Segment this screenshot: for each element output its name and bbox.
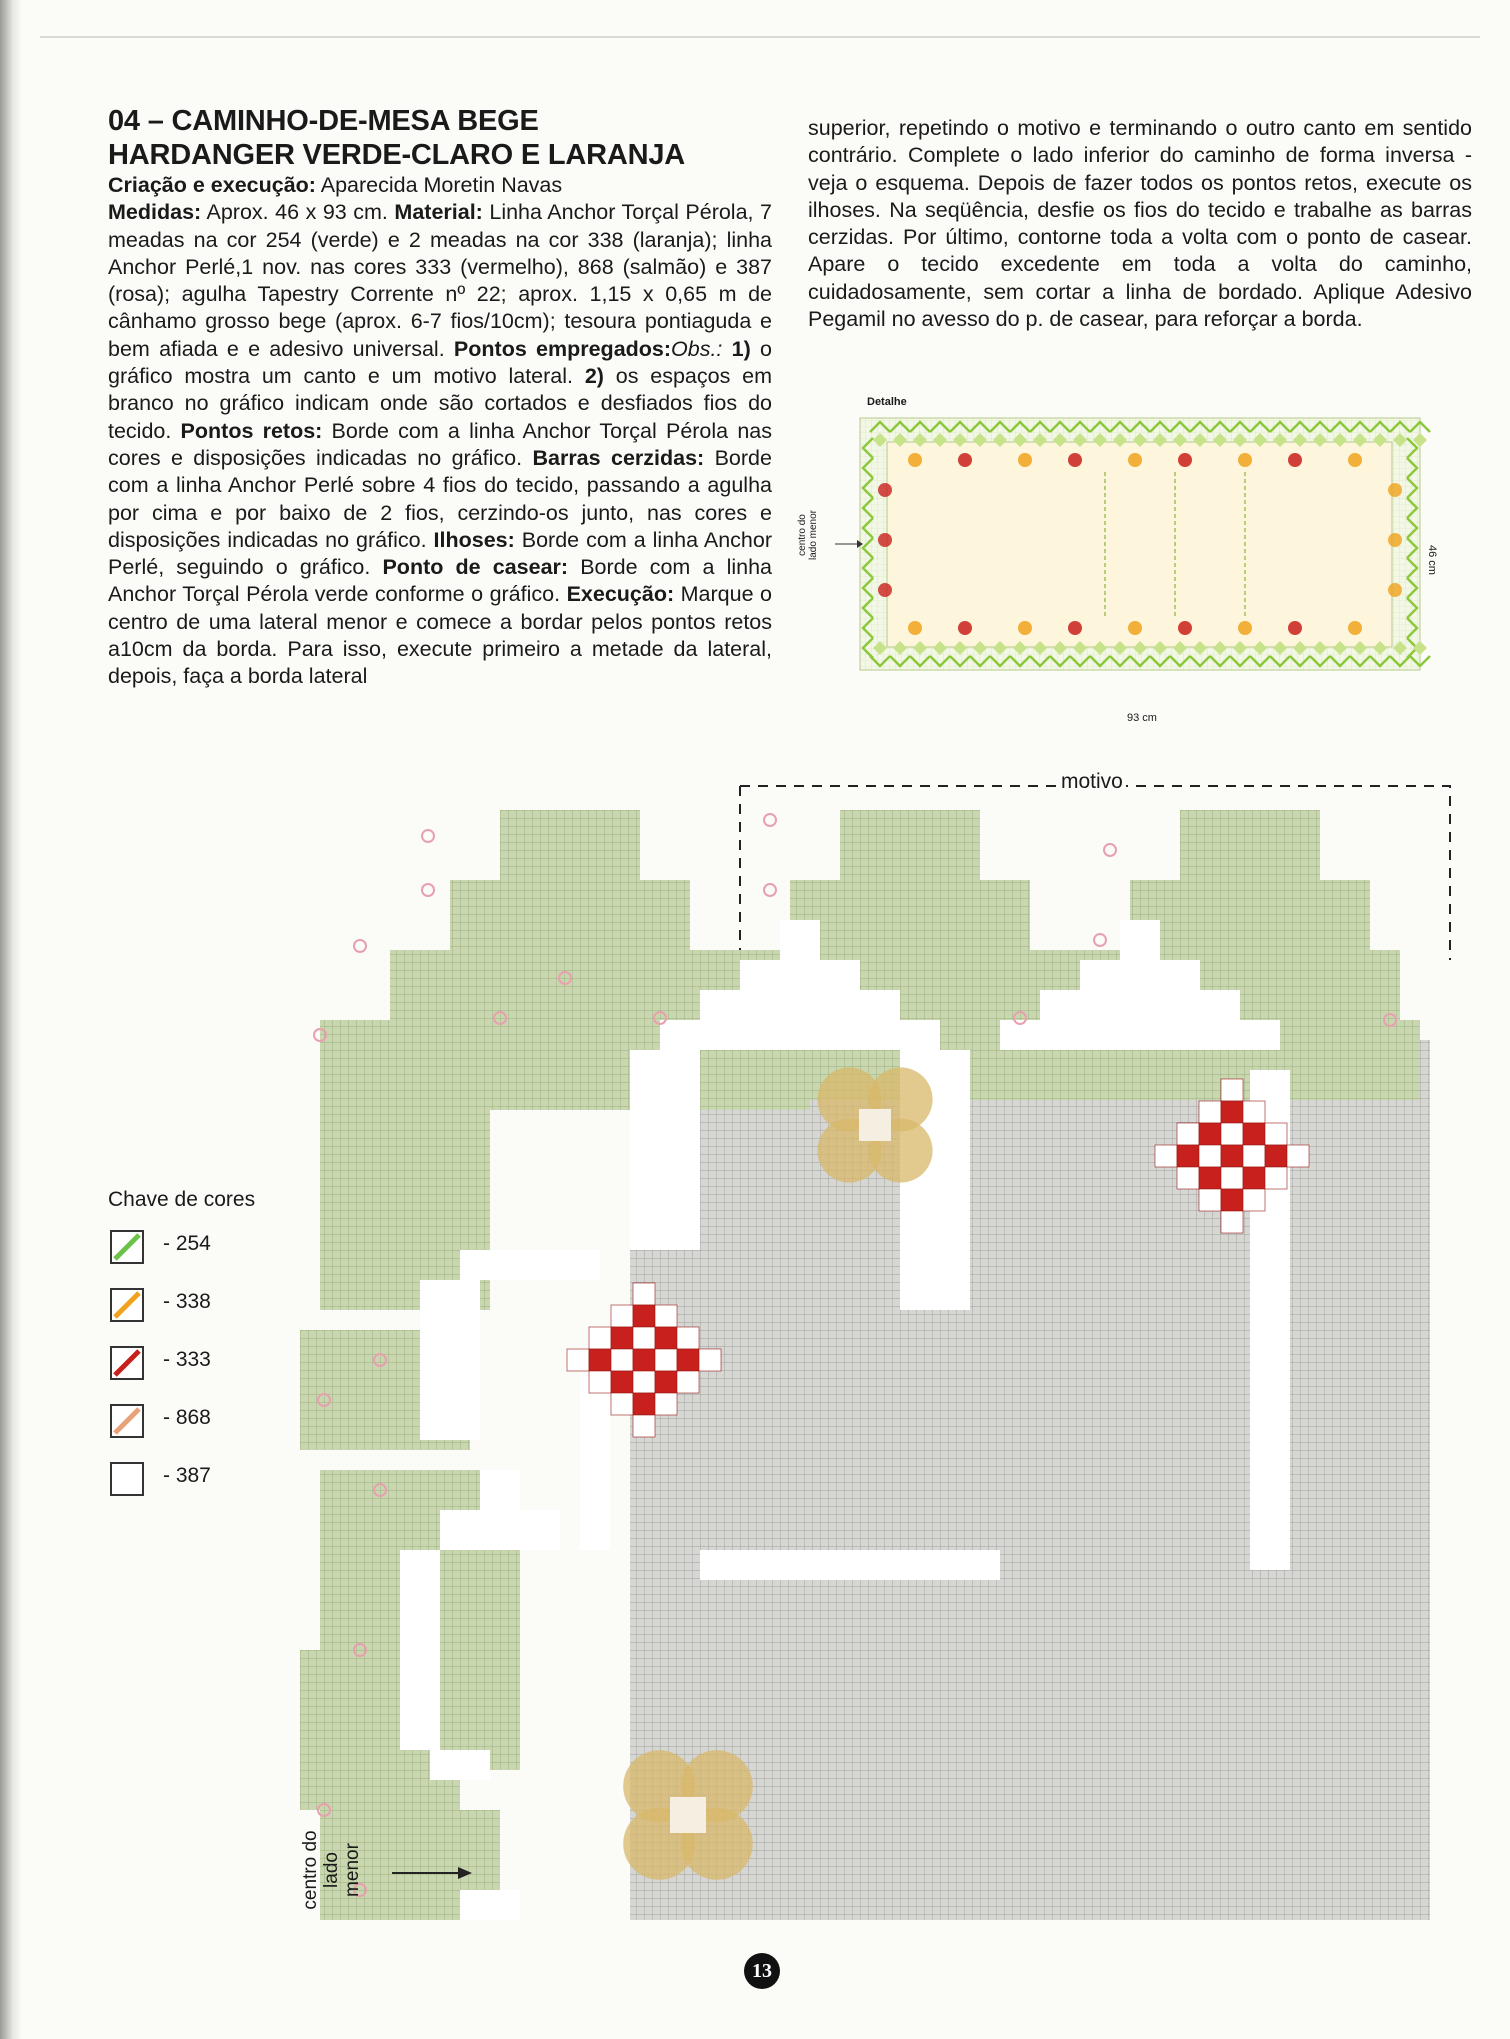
checker-cell: [655, 1349, 677, 1371]
cut-area: [1040, 990, 1240, 1020]
color-legend: [108, 1188, 255, 1520]
detail-flower: [908, 621, 922, 635]
swatch-333: [110, 1346, 144, 1380]
page-number: 13: [744, 1953, 780, 1989]
casear-label: Ponto de casear:: [382, 555, 569, 580]
checker-cell: [1199, 1167, 1221, 1189]
legend-title: Chave de cores: [108, 1188, 256, 1211]
chart-center-label: centro do lado menor: [300, 1830, 363, 1910]
legend-code: - 338: [163, 1290, 211, 1313]
page-binding-shadow: [0, 0, 22, 2039]
legend-item-868: [108, 1404, 255, 1462]
checker-cell: [1199, 1123, 1221, 1145]
checker-cell: [567, 1349, 589, 1371]
checker-cell: [611, 1371, 633, 1393]
checker-cell: [655, 1327, 677, 1349]
swatch-387: [110, 1462, 144, 1496]
material-label: Material:: [394, 200, 483, 225]
swatch-254: [110, 1230, 144, 1264]
detail-label: Detalhe: [867, 396, 907, 408]
cut-area: [460, 1250, 600, 1280]
retos-label: Pontos retos:: [180, 418, 323, 443]
checker-cell: [655, 1371, 677, 1393]
cut-area: [780, 920, 820, 960]
pink-eyelet: [422, 830, 434, 842]
detail-width-label: 93 cm: [1127, 712, 1157, 724]
body-paragraph: [108, 199, 772, 690]
checker-cell: [633, 1327, 655, 1349]
execucao-label: Execução:: [566, 582, 675, 607]
embroidery-chart: [300, 770, 1465, 1930]
ilhoses-value: Borde com a linha Anchor Perlé, seguindo o gráfico.: [108, 527, 772, 580]
checker-cell: [633, 1349, 655, 1371]
checker-cell: [1221, 1189, 1243, 1211]
checker-cell: [633, 1283, 655, 1305]
cut-area: [660, 1020, 940, 1050]
checker-cell: [1177, 1167, 1199, 1189]
gold-flower-center: [859, 1109, 891, 1141]
legend-code: - 333: [163, 1348, 211, 1371]
measures-value: Aprox. 46 x 93 cm.: [201, 200, 395, 225]
detail-flower: [878, 583, 892, 597]
detail-flower: [1388, 583, 1402, 597]
detail-inner-panel: [887, 442, 1392, 647]
detail-arrow: [835, 534, 875, 554]
detail-flower: [958, 621, 972, 635]
detail-flower: [1388, 533, 1402, 547]
checker-cell: [1221, 1211, 1243, 1233]
detail-flower: [1388, 483, 1402, 497]
checker-cell: [633, 1415, 655, 1437]
checker-cell: [1243, 1189, 1265, 1211]
barras-label: Barras cerzidas:: [532, 445, 705, 470]
checker-cell: [1265, 1145, 1287, 1167]
checker-cell: [655, 1305, 677, 1327]
cut-area: [630, 1050, 700, 1250]
material-value: Linha Anchor Torçal Pérola, 7 meadas na cor 254 (verde) e 2 meadas na cor 338 (laranja); linha Anchor Perlé,1 nov. nas cores 333 (vermelho), 868 (salmão) e 387 (rosa); agulha Tapestry Corrente nº 22; aprox. 1,15 x 0,65 m de cânhamo grosso bege (aprox. 6-7 fios/10cm); tesoura pontiaguda e bem afiada e e adesivo universal.: [108, 200, 772, 361]
legend-item-387: [108, 1462, 255, 1520]
checker-cell: [589, 1327, 611, 1349]
cut-area: [460, 1890, 520, 1920]
right-column-text: superior, repetindo o motivo e terminando o outro canto em sentido contrário. Complete o lado inferior do caminho de forma inversa - veja o esquema. Depois de fazer todos os pontos retos, execute os ilhoses. Na seqüência, desfie os fios do tecido e trabalhe as barras cerzidas. Por último, contorne toda a volta com o ponto de casear. Apare o tecido excedente em toda a volta do caminho, cuidadosamente, sem cortar a linha de bordado. Aplique Adesivo Pegamil no avesso do p. de casear, para reforçar a borda.: [808, 116, 1472, 332]
checker-cell: [1265, 1123, 1287, 1145]
detail-flower: [878, 533, 892, 547]
detail-height-label: 46 cm: [1426, 545, 1438, 575]
pink-eyelet: [1104, 844, 1116, 856]
legend-code: - 868: [163, 1406, 211, 1429]
detail-flower: [1128, 621, 1142, 635]
chart-layer: [300, 786, 1450, 1930]
checker-cell: [611, 1305, 633, 1327]
detail-drawing: [775, 390, 1475, 730]
checker-cell: [1221, 1101, 1243, 1123]
checker-cell: [655, 1393, 677, 1415]
detail-side-label: centro do lado menor: [797, 509, 819, 561]
checker-cell: [699, 1349, 721, 1371]
checker-cell: [633, 1393, 655, 1415]
cut-area: [1080, 960, 1200, 990]
checker-cell: [1177, 1145, 1199, 1167]
legend-item-254: [108, 1230, 255, 1288]
retos-value: Borde com a linha Anchor Torçal Pérola nas cores e disposições indicadas no gráfico.: [108, 418, 772, 470]
cut-area: [1120, 920, 1160, 960]
checker-cell: [589, 1371, 611, 1393]
pink-eyelet: [422, 884, 434, 896]
checker-cell: [677, 1371, 699, 1393]
detail-flower: [1178, 621, 1192, 635]
detail-flower: [958, 453, 972, 467]
points-value2: os espaços em branco no gráfico indicam onde são cortados e desfiados fios do tecido.: [108, 364, 772, 443]
detail-flower: [1068, 453, 1082, 467]
points-label: Pontos empregados:: [453, 336, 672, 361]
checker-cell: [633, 1305, 655, 1327]
checker-cell: [1177, 1123, 1199, 1145]
cut-area: [440, 1510, 560, 1550]
checker-cell: [1243, 1167, 1265, 1189]
pink-eyelet: [764, 884, 776, 896]
cut-area: [740, 960, 860, 990]
pink-eyelet: [354, 940, 366, 952]
checker-cell: [1199, 1189, 1221, 1211]
detail-flower: [1348, 453, 1362, 467]
points-value: o gráfico mostra um canto e um motivo lateral.: [108, 336, 772, 389]
credit-paragraph: [108, 172, 772, 199]
cut-area: [480, 1470, 520, 1510]
detail-flower: [878, 483, 892, 497]
checker-cell: [1265, 1167, 1287, 1189]
checker-cell: [1155, 1145, 1177, 1167]
cut-area: [1000, 1020, 1280, 1050]
checker-cell: [589, 1349, 611, 1371]
checker-cell: [677, 1349, 699, 1371]
checker-cell: [1199, 1145, 1221, 1167]
checker-cell: [611, 1349, 633, 1371]
checker-cell: [1199, 1101, 1221, 1123]
checker-cell: [1243, 1101, 1265, 1123]
legend-code: - 254: [163, 1232, 211, 1255]
points-n2: 2): [584, 364, 604, 389]
checker-cell: [677, 1327, 699, 1349]
checker-cell: [1221, 1123, 1243, 1145]
cut-area: [400, 1550, 440, 1750]
cut-area: [700, 1550, 1000, 1580]
cut-area: [700, 990, 900, 1020]
checker-cell: [1221, 1167, 1243, 1189]
left-column: [108, 104, 772, 691]
motif-label: motivo: [1058, 770, 1126, 794]
casear-value: Borde com a linha Anchor Torçal Pérola verde conforme o gráfico.: [108, 555, 773, 607]
swatch-868: [110, 1404, 144, 1438]
detail-flower: [1238, 621, 1252, 635]
checker-cell: [1221, 1145, 1243, 1167]
detail-flower: [1068, 621, 1082, 635]
chart-grid: [300, 770, 1465, 1930]
detail-schematic: [775, 390, 1475, 730]
title-line-2: HARDANGER VERDE-CLARO E LARANJA: [108, 139, 686, 171]
ilhoses-label: Ilhoses:: [433, 527, 515, 552]
checker-cell: [611, 1327, 633, 1349]
checker-cell: [633, 1371, 655, 1393]
detail-flower: [1128, 453, 1142, 467]
legend-item-338: [108, 1288, 255, 1346]
points-obs: Obs.:: [671, 336, 732, 361]
checker-cell: [611, 1393, 633, 1415]
top-rule: [40, 36, 1480, 38]
cut-area: [430, 1750, 490, 1780]
legend-item-333: [108, 1346, 255, 1404]
chart-center-arrow: [392, 1863, 482, 1883]
detail-flower: [1288, 453, 1302, 467]
detail-flower: [1238, 453, 1252, 467]
gold-flower-center: [670, 1797, 706, 1833]
title-line-1: 04 – CAMINHO-DE-MESA BEGE: [108, 105, 539, 137]
pink-eyelet: [1094, 934, 1106, 946]
detail-flower: [1288, 621, 1302, 635]
detail-flower: [1178, 453, 1192, 467]
checker-cell: [1243, 1145, 1265, 1167]
detail-flower: [1348, 621, 1362, 635]
swatch-338: [110, 1288, 144, 1322]
checker-cell: [1221, 1079, 1243, 1101]
cut-area: [420, 1280, 480, 1440]
detail-flower: [1018, 621, 1032, 635]
points-n1: 1): [731, 336, 751, 361]
legend-code: - 387: [163, 1464, 211, 1487]
right-column: [808, 115, 1472, 333]
pink-eyelet: [764, 814, 776, 826]
checker-cell: [1243, 1123, 1265, 1145]
detail-flower: [908, 453, 922, 467]
measures-label: Medidas:: [108, 200, 202, 225]
detail-flower: [1018, 453, 1032, 467]
credit-value: Aparecida Moretin Navas: [315, 173, 563, 197]
credit-label: Criação e execução:: [108, 173, 316, 197]
execucao-value: Marque o centro de uma lateral menor e comece a bordar pelos pontos retos a10cm da borda. Para isso, execute primeiro a metade da lateral, depois, faça a borda lateral: [108, 582, 772, 689]
barras-value: Borde com a linha Anchor Perlé sobre 4 fios do tecido, passando a agulha por cima e por baixo de 2 fios, cerzindo-os junto, nas cores e disposições indicadas no gráfico.: [108, 445, 772, 552]
checker-cell: [1287, 1145, 1309, 1167]
